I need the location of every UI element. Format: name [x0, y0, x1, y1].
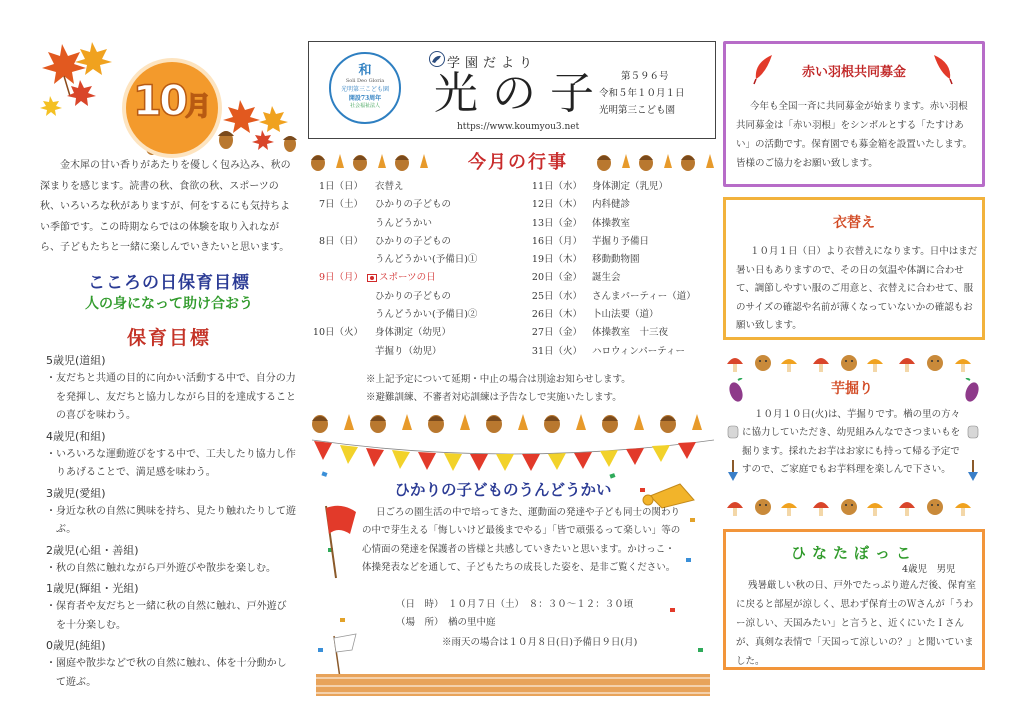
goal-heading: 0歳児(純組)	[46, 639, 106, 652]
newsletter-title: 光の子	[434, 68, 608, 119]
event-date: 25日（水）	[531, 290, 582, 302]
potato-digging-text: １０月１０日(火)は、芋掘りです。楢の里の方々に協力していただき、幼児組みんなでさつまいもを掘ります。採れたお芋はお家にも持って帰る予定ですので、ご家庭でもお芋料理を楽しんで下さい。	[742, 409, 961, 476]
kokoro-goal-title: こころの日保育目標	[88, 273, 250, 293]
event-row	[508, 288, 696, 306]
issue-number: 第５９６号	[621, 71, 669, 82]
event-row	[303, 215, 477, 233]
sports-when-row	[396, 596, 633, 614]
white-flag-icon	[334, 634, 356, 678]
acorn-icon	[218, 131, 234, 149]
event-date: 19日（木）	[531, 254, 582, 266]
shovel-icon	[726, 460, 740, 482]
event-date: 11日（水）	[531, 181, 582, 192]
event-date: 16日（月）	[531, 235, 582, 247]
events-title: 今月の行事	[468, 152, 568, 173]
event-row	[508, 306, 696, 324]
goal-text: ・保育者や友だちと一緒に秋の自然に触れ、戸外遊びを十分楽しむ。	[46, 601, 287, 631]
event-date: 10日（火）	[312, 327, 363, 339]
mushroom-border-icon	[723, 496, 985, 518]
newsletter-header	[308, 41, 716, 139]
event-date: 7日（土）	[318, 199, 363, 211]
event-text: スポーツの日	[379, 272, 436, 284]
issue-info	[599, 68, 685, 119]
red-feather-section	[723, 41, 985, 187]
event-text: 体操教室 十三夜	[592, 327, 669, 339]
issue-date: 令和５年１０月１日	[599, 88, 685, 99]
seasonal-clothing-section	[723, 197, 985, 340]
logo-line2: Soli Deo Gloria	[345, 78, 385, 84]
sweet-potato-icon	[726, 378, 746, 404]
sports-where-row	[396, 614, 633, 632]
event-row	[303, 324, 477, 342]
events-list-left	[303, 178, 477, 361]
event-row	[508, 324, 696, 342]
event-date: 20日（金）	[531, 272, 582, 284]
seasonal-clothing-title: 衣替え	[833, 215, 875, 231]
event-text: 卜山法要（道）	[592, 309, 659, 321]
logo-anniversary: 開設73周年	[348, 95, 382, 102]
goal-text: ・身近な秋の自然に興味を持ち、見たり触れたりして遊ぶ。	[46, 505, 296, 535]
event-row	[303, 343, 477, 361]
events-notes	[366, 371, 631, 407]
intro-text: 金木犀の甘い香りがあたりを優しく包み込み、秋の深まりを感じます。読書の秋、食欲の秋、スポーツの秋、いろいろな秋がありますが、何をするにも気持ちよい季節です。この時期ならではの体験を取り入れながら、子どもたちと一緒に楽しんでいきたいと思います。	[40, 160, 291, 253]
childcare-goals-title: 保育目標	[126, 327, 211, 349]
sports-rain-note: ※雨天の場合は１０月８日(日)予備日９日(月)	[442, 637, 638, 648]
october-badge	[126, 62, 218, 154]
glove-icon	[966, 420, 980, 440]
event-row-holiday	[303, 269, 477, 287]
event-text: うんどうかい(予備日)①	[375, 254, 478, 266]
red-feather-text: 今年も全国一斉に共同募金が始まります。赤い羽根共同募金は「赤い羽根」をシンボルとする「たすけあい」の活動です。保育園でも募金箱を設置いたします。皆様のご協力をお願い致します。	[736, 101, 972, 169]
red-feather-title: 赤い羽根共同募金	[801, 65, 906, 80]
shovel-icon	[966, 460, 980, 482]
note-line: ※上記予定について延期・中止の場合は別途お知らせします。	[366, 374, 631, 385]
japan-flag-icon	[367, 274, 377, 282]
goal-item	[46, 542, 296, 579]
sweet-potato-icon	[962, 378, 982, 404]
event-date: 1日（日）	[318, 181, 363, 192]
goal-item	[46, 485, 296, 540]
month-number: 10	[132, 76, 186, 125]
goal-item	[46, 637, 296, 692]
event-row	[303, 306, 477, 324]
goal-heading: 5歳児(道組)	[46, 354, 106, 367]
event-row	[303, 178, 477, 196]
event-date: 13日（金）	[531, 217, 582, 229]
event-text: 移動動物園	[592, 254, 640, 266]
event-date	[303, 251, 375, 269]
event-row	[508, 251, 696, 269]
event-text: 身体測定（乳児）	[592, 181, 669, 192]
kokoro-goal-subtitle: 人の身になって助け合おう	[85, 296, 253, 312]
goal-heading: 1歳児(輝組・光組)	[46, 582, 139, 595]
acorn-border-icon	[308, 150, 428, 172]
goal-item	[46, 428, 296, 483]
newsletter-series: 学園だより	[447, 56, 538, 71]
event-row	[508, 215, 696, 233]
when-value: １０月７日（土） ８：３０～１２：３０頃	[448, 599, 634, 610]
goal-heading: 3歳児(愛組)	[46, 486, 106, 500]
goal-text: ・秋の自然に触れながら戸外遊びや散歩を楽しむ。	[46, 562, 276, 574]
note-line: ※避難訓練、不審者対応訓練は予告なしで実施いたします。	[366, 392, 622, 403]
event-date	[303, 343, 375, 361]
mushroom-border-icon	[723, 352, 985, 374]
sunbathing-text: 残暑厳しい秋の日、戸外でたっぷり遊んだ後、保育室に戻ると部屋が涼しく、思わず保育士のＷさんが「うわー涼しい、天国みたい」と言うと、近くにいたＩさんが、真剣な表情で「天国って涼しいの？」と聞いていました。	[736, 580, 977, 667]
event-row	[508, 196, 696, 214]
when-label: （日 時）	[396, 599, 444, 610]
event-row	[508, 178, 696, 196]
pegasus-icon	[429, 51, 445, 67]
website-link[interactable]: https://www.koumyou3.net	[457, 122, 580, 132]
logo-foot: 社会福祉法人	[349, 103, 380, 109]
event-text: ひかりの子どもの	[375, 199, 452, 211]
logo-name: 光明第三こども園	[340, 86, 389, 93]
event-text: 芋掘り予備日	[592, 235, 650, 247]
goal-heading: 4歳児(和組)	[46, 429, 106, 443]
event-text: ひかりの子どもの	[375, 290, 452, 302]
event-text: うんどうかい	[375, 217, 433, 229]
red-flag-icon	[326, 506, 356, 578]
goal-item	[46, 352, 296, 426]
event-date	[303, 306, 375, 324]
sports-day-title: ひかりの子どものうんどうかい	[394, 481, 612, 499]
event-text: ひかりの子どもの	[375, 235, 452, 247]
left-column	[40, 40, 298, 690]
event-date	[303, 215, 375, 233]
event-date: 26日（木）	[531, 309, 582, 321]
goal-text: ・いろいろな運動遊びをする中で、工夫したり協力し作りあげることで、満足感を味わう。	[46, 448, 296, 478]
goal-text: ・園庭や散歩などで秋の自然に触れ、体を十分動かして遊ぶ。	[46, 658, 287, 688]
event-date: 27日（金）	[531, 327, 582, 339]
event-date: 9日（月）	[318, 272, 363, 284]
event-text: 体操教室	[592, 217, 631, 229]
month-unit: 月	[185, 92, 212, 122]
event-row	[508, 233, 696, 251]
event-text: 芋掘り（幼児）	[375, 345, 442, 357]
where-value: 楢の里中庭	[448, 617, 496, 629]
red-feather-icon	[930, 53, 954, 85]
sports-day-section	[310, 438, 716, 698]
event-text: さんまパーティー（道）	[592, 290, 696, 302]
event-text: 内科健診	[592, 199, 631, 211]
school-logo	[329, 52, 401, 124]
event-text: 誕生会	[592, 272, 621, 284]
event-text: 身体測定（幼児）	[375, 327, 452, 339]
sunbathing-title: ひなたぼっこ	[790, 544, 917, 562]
goal-text: ・友だちと共通の目的に向かい活動する中で、自分の力を発揮し、友だちと協力しながら目的を達成することの喜びを味わう。	[46, 373, 296, 421]
event-date: 8日（日）	[318, 235, 363, 247]
child-age: 4歳児 男児	[902, 564, 956, 575]
running-track-illustration	[316, 674, 710, 696]
acorn-border-icon	[308, 410, 716, 434]
event-text: 衣替え	[375, 181, 404, 192]
events-list-right	[508, 178, 696, 361]
sunbathing-anecdote-section	[723, 529, 985, 670]
event-date	[303, 288, 375, 306]
event-row	[303, 288, 477, 306]
goals-list	[46, 352, 296, 694]
event-text: ハロウィンパーティー	[592, 345, 686, 357]
sports-day-text: 日ごろの園生活の中で培ってきた、運動面の発達や子ども同士の関わりの中で芽生える「悔しいけど最後までやる」「皆で頑張るって楽しい」等の心情面の発達を保護者の皆様と共感していきたいと思います。かけっこ・体操発表などを通して、子どもたちの成長した姿を、是非ご覧ください。	[362, 507, 681, 573]
event-row	[303, 251, 477, 269]
acorn-border-icon	[594, 150, 716, 172]
event-date: 12日（木）	[531, 199, 582, 211]
event-row	[508, 269, 696, 287]
event-date: 31日（火）	[531, 345, 582, 357]
potato-digging-title: 芋掘り	[831, 381, 873, 397]
logo-top: 和	[358, 63, 372, 78]
glove-icon	[726, 420, 740, 440]
event-row	[303, 196, 477, 214]
event-text: うんどうかい(予備日)②	[375, 309, 478, 321]
goal-item	[46, 580, 296, 635]
sports-day-info	[396, 596, 633, 633]
event-row	[303, 233, 477, 251]
issue-org: 光明第三こども園	[599, 105, 676, 116]
event-row	[508, 343, 696, 361]
seasonal-clothing-text: １０月１日（日）より衣替えになります。日中はまだ暑い日もありますので、その日の気温や体調に合わせて、調節しやすい服のご用意と、衣替えに合わせて、服のサイズの確認や名前が薄くなっていないかの確認もお願い致します。	[736, 246, 978, 331]
where-label: （場 所）	[396, 617, 444, 629]
goal-heading: 2歳児(心組・善組)	[46, 543, 139, 557]
